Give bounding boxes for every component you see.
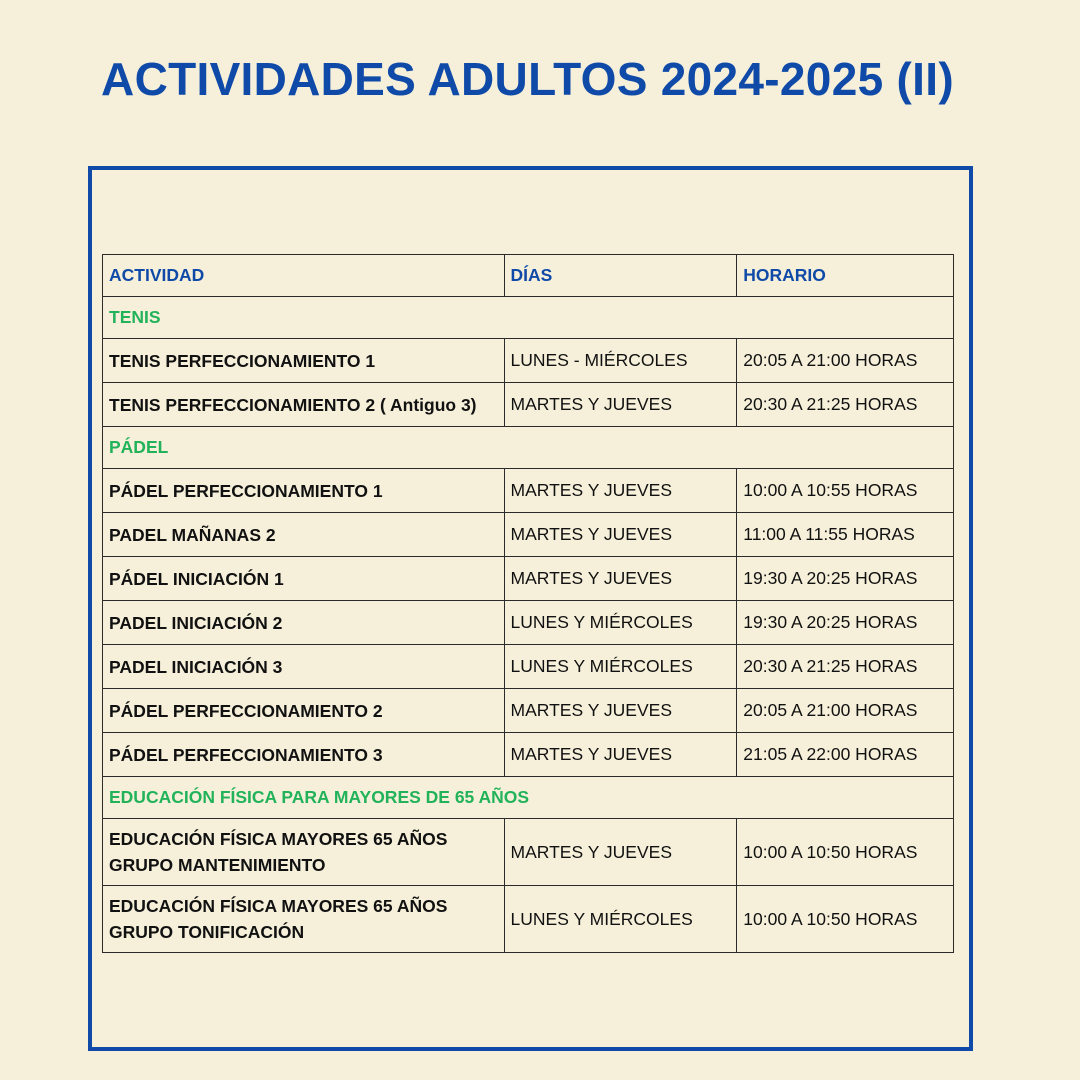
section-row-educacion-fisica	[103, 777, 954, 819]
table-row	[103, 513, 954, 557]
header-activity: ACTIVIDAD	[103, 255, 505, 297]
header-days: DÍAS	[504, 255, 737, 297]
table-row	[103, 601, 954, 645]
hours-cell: 20:05 A 21:00 HORAS	[737, 689, 954, 733]
table-header-row	[103, 255, 954, 297]
activity-cell: PADEL INICIACIÓN 3	[103, 645, 505, 689]
activity-line-1: EDUCACIÓN FÍSICA MAYORES 65 AÑOS	[109, 829, 448, 849]
activity-cell: PÁDEL PERFECCIONAMIENTO 2	[103, 689, 505, 733]
hours-cell: 20:30 A 21:25 HORAS	[737, 645, 954, 689]
days-cell: MARTES Y JUEVES	[504, 383, 737, 427]
table-row	[103, 557, 954, 601]
hours-cell: 10:00 A 10:55 HORAS	[737, 469, 954, 513]
days-cell: MARTES Y JUEVES	[504, 689, 737, 733]
activity-cell: PÁDEL PERFECCIONAMIENTO 1	[103, 469, 505, 513]
activity-cell: PÁDEL PERFECCIONAMIENTO 3	[103, 733, 505, 777]
section-label: EDUCACIÓN FÍSICA PARA MAYORES DE 65 AÑOS	[103, 777, 954, 819]
activity-cell: PADEL MAÑANAS 2	[103, 513, 505, 557]
hours-cell: 10:00 A 10:50 HORAS	[737, 886, 954, 953]
hours-cell: 10:00 A 10:50 HORAS	[737, 819, 954, 886]
activity-cell	[103, 819, 505, 886]
days-cell: MARTES Y JUEVES	[504, 469, 737, 513]
section-label: TENIS	[103, 297, 954, 339]
days-cell: MARTES Y JUEVES	[504, 819, 737, 886]
hours-cell: 19:30 A 20:25 HORAS	[737, 601, 954, 645]
hours-cell: 20:05 A 21:00 HORAS	[737, 339, 954, 383]
days-cell: MARTES Y JUEVES	[504, 733, 737, 777]
days-cell: LUNES Y MIÉRCOLES	[504, 601, 737, 645]
activity-line-2: GRUPO TONIFICACIÓN	[109, 922, 305, 942]
activity-line-2: GRUPO MANTENIMIENTO	[109, 855, 326, 875]
header-hours: HORARIO	[737, 255, 954, 297]
activity-cell: PÁDEL INICIACIÓN 1	[103, 557, 505, 601]
section-label: PÁDEL	[103, 427, 954, 469]
section-row-padel	[103, 427, 954, 469]
activities-table	[102, 254, 954, 953]
activity-cell: TENIS PERFECCIONAMIENTO 1	[103, 339, 505, 383]
table-row	[103, 469, 954, 513]
days-cell: MARTES Y JUEVES	[504, 557, 737, 601]
days-cell: LUNES - MIÉRCOLES	[504, 339, 737, 383]
activity-cell: TENIS PERFECCIONAMIENTO 2 ( Antiguo 3)	[103, 383, 505, 427]
table-row	[103, 886, 954, 953]
page-title: ACTIVIDADES ADULTOS 2024-2025 (II)	[101, 53, 954, 105]
activity-cell: PADEL INICIACIÓN 2	[103, 601, 505, 645]
days-cell: MARTES Y JUEVES	[504, 513, 737, 557]
table-row	[103, 689, 954, 733]
section-row-tenis	[103, 297, 954, 339]
table-row	[103, 645, 954, 689]
activity-cell	[103, 886, 505, 953]
table-row	[103, 339, 954, 383]
hours-cell: 20:30 A 21:25 HORAS	[737, 383, 954, 427]
hours-cell: 21:05 A 22:00 HORAS	[737, 733, 954, 777]
hours-cell: 11:00 A 11:55 HORAS	[737, 513, 954, 557]
table-row	[103, 819, 954, 886]
activity-line-1: EDUCACIÓN FÍSICA MAYORES 65 AÑOS	[109, 896, 448, 916]
table-row	[103, 383, 954, 427]
days-cell: LUNES Y MIÉRCOLES	[504, 645, 737, 689]
hours-cell: 19:30 A 20:25 HORAS	[737, 557, 954, 601]
days-cell: LUNES Y MIÉRCOLES	[504, 886, 737, 953]
table-row	[103, 733, 954, 777]
